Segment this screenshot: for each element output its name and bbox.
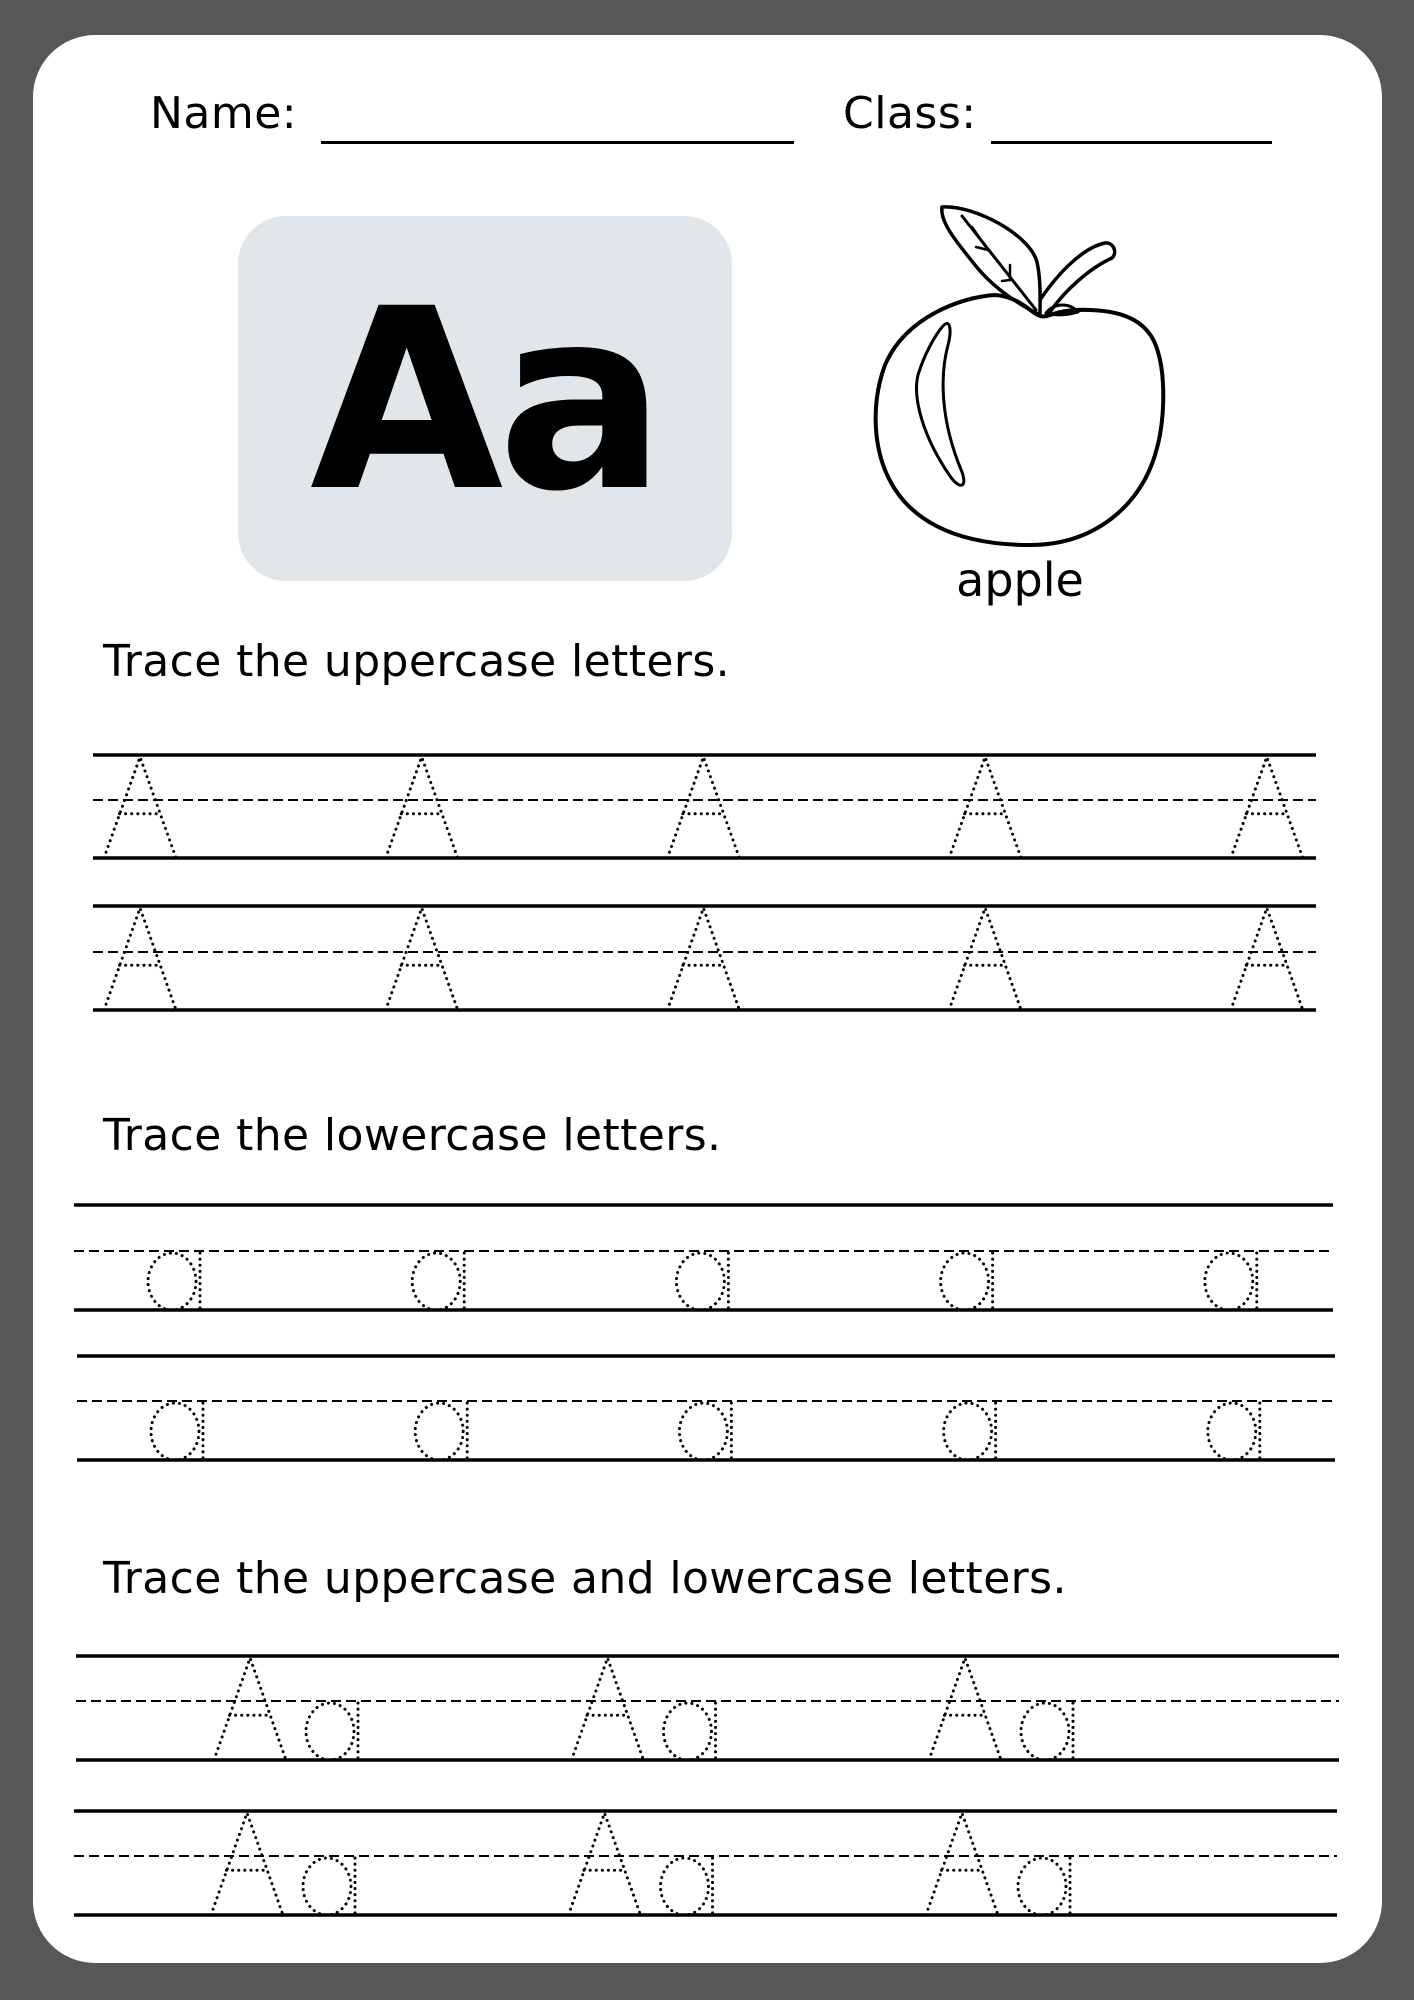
instruction-lowercase: Trace the lowercase letters. [103,1110,722,1161]
class-label: Class: [843,88,977,139]
letter-display: Aa [309,255,661,546]
picture-word: apple [956,553,1084,607]
instruction-uppercase: Trace the uppercase letters. [103,636,731,687]
instruction-mixed: Trace the uppercase and lowercase letters. [103,1553,1067,1604]
name-label: Name: [150,88,298,139]
